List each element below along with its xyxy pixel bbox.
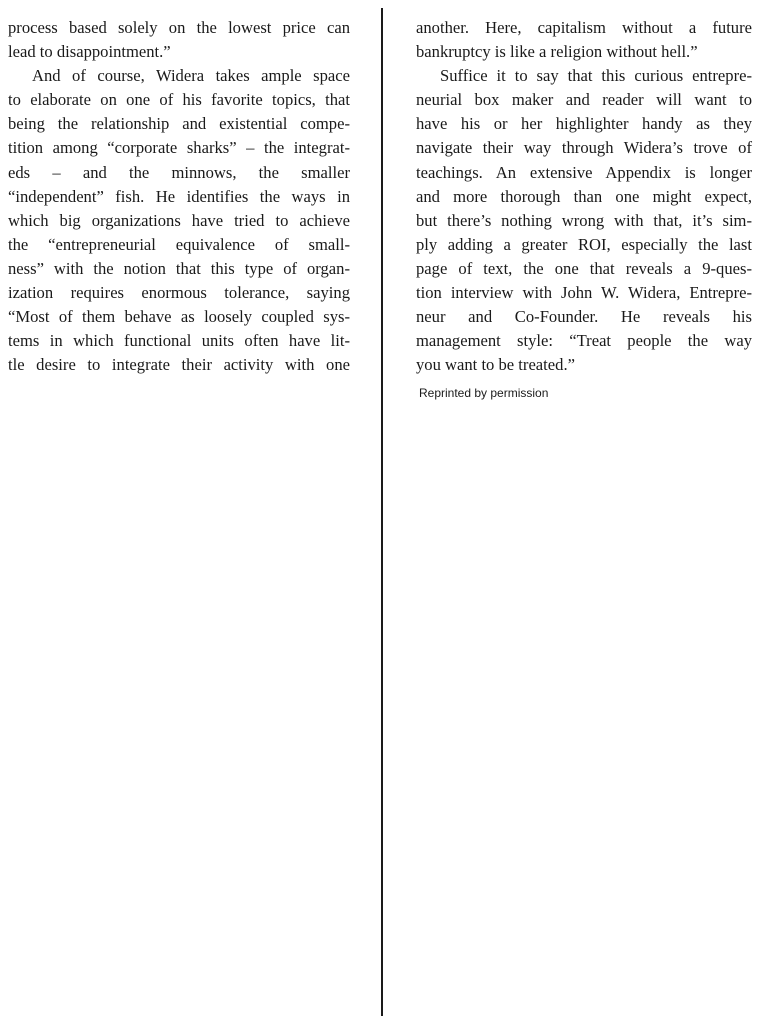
reprint-credit: Reprinted by permission <box>419 386 549 400</box>
text-line: to elaborate on one of his favorite topics, that <box>8 90 350 110</box>
text-line: eds – and the minnows, the smaller <box>8 162 350 182</box>
text-line: And of course, Widera takes ample space <box>32 66 350 86</box>
text-line: ization requires enormous tolerance, saying <box>8 283 350 303</box>
text-line: but there’s nothing wrong with that, it’s sim- <box>416 210 752 230</box>
text-line: tle desire to integrate their activity with one <box>8 355 350 375</box>
text-line: tition among “corporate sharks” – the integrat- <box>8 138 350 158</box>
left-column <box>8 16 350 377</box>
text-line: Suffice it to say that this curious entrepre- <box>440 66 752 86</box>
text-line: tems in which functional units often have lit- <box>8 331 350 351</box>
text-line: lead to disappointment.” <box>8 42 171 62</box>
text-line: which big organizations have tried to achieve <box>8 210 350 230</box>
text-line: ply adding a greater ROI, especially the last <box>416 234 752 254</box>
text-line: another. Here, capitalism without a future <box>416 18 752 37</box>
text-line: and more thorough than one might expect, <box>416 186 752 206</box>
text-line: the “entrepreneurial equivalence of small- <box>8 234 350 254</box>
text-line: management style: “Treat people the way <box>416 331 752 351</box>
text-line: “independent” fish. He identifies the ways in <box>8 186 350 206</box>
right-column <box>416 16 752 377</box>
text-line: teachings. An extensive Appendix is longer <box>416 162 752 182</box>
text-line: ness” with the notion that this type of organ- <box>8 258 350 278</box>
text-line: have his or her highlighter handy as they <box>416 114 752 134</box>
text-line: “Most of them behave as loosely coupled sys- <box>8 307 350 327</box>
text-line: bankruptcy is like a religion without hell.” <box>416 42 698 62</box>
text-line: neurial box maker and reader will want to <box>416 90 752 110</box>
text-line: neur and Co-Founder. He reveals his <box>416 307 752 327</box>
text-line: navigate their way through Widera’s trove of <box>416 138 752 158</box>
text-line: process based solely on the lowest price can <box>8 18 350 37</box>
text-line: you want to be treated.” <box>416 355 575 375</box>
column-divider <box>381 8 383 1016</box>
text-line: tion interview with John W. Widera, Entrepre- <box>416 283 752 303</box>
text-line: page of text, the one that reveals a 9-ques- <box>416 258 752 278</box>
text-line: being the relationship and existential compe- <box>8 114 350 134</box>
